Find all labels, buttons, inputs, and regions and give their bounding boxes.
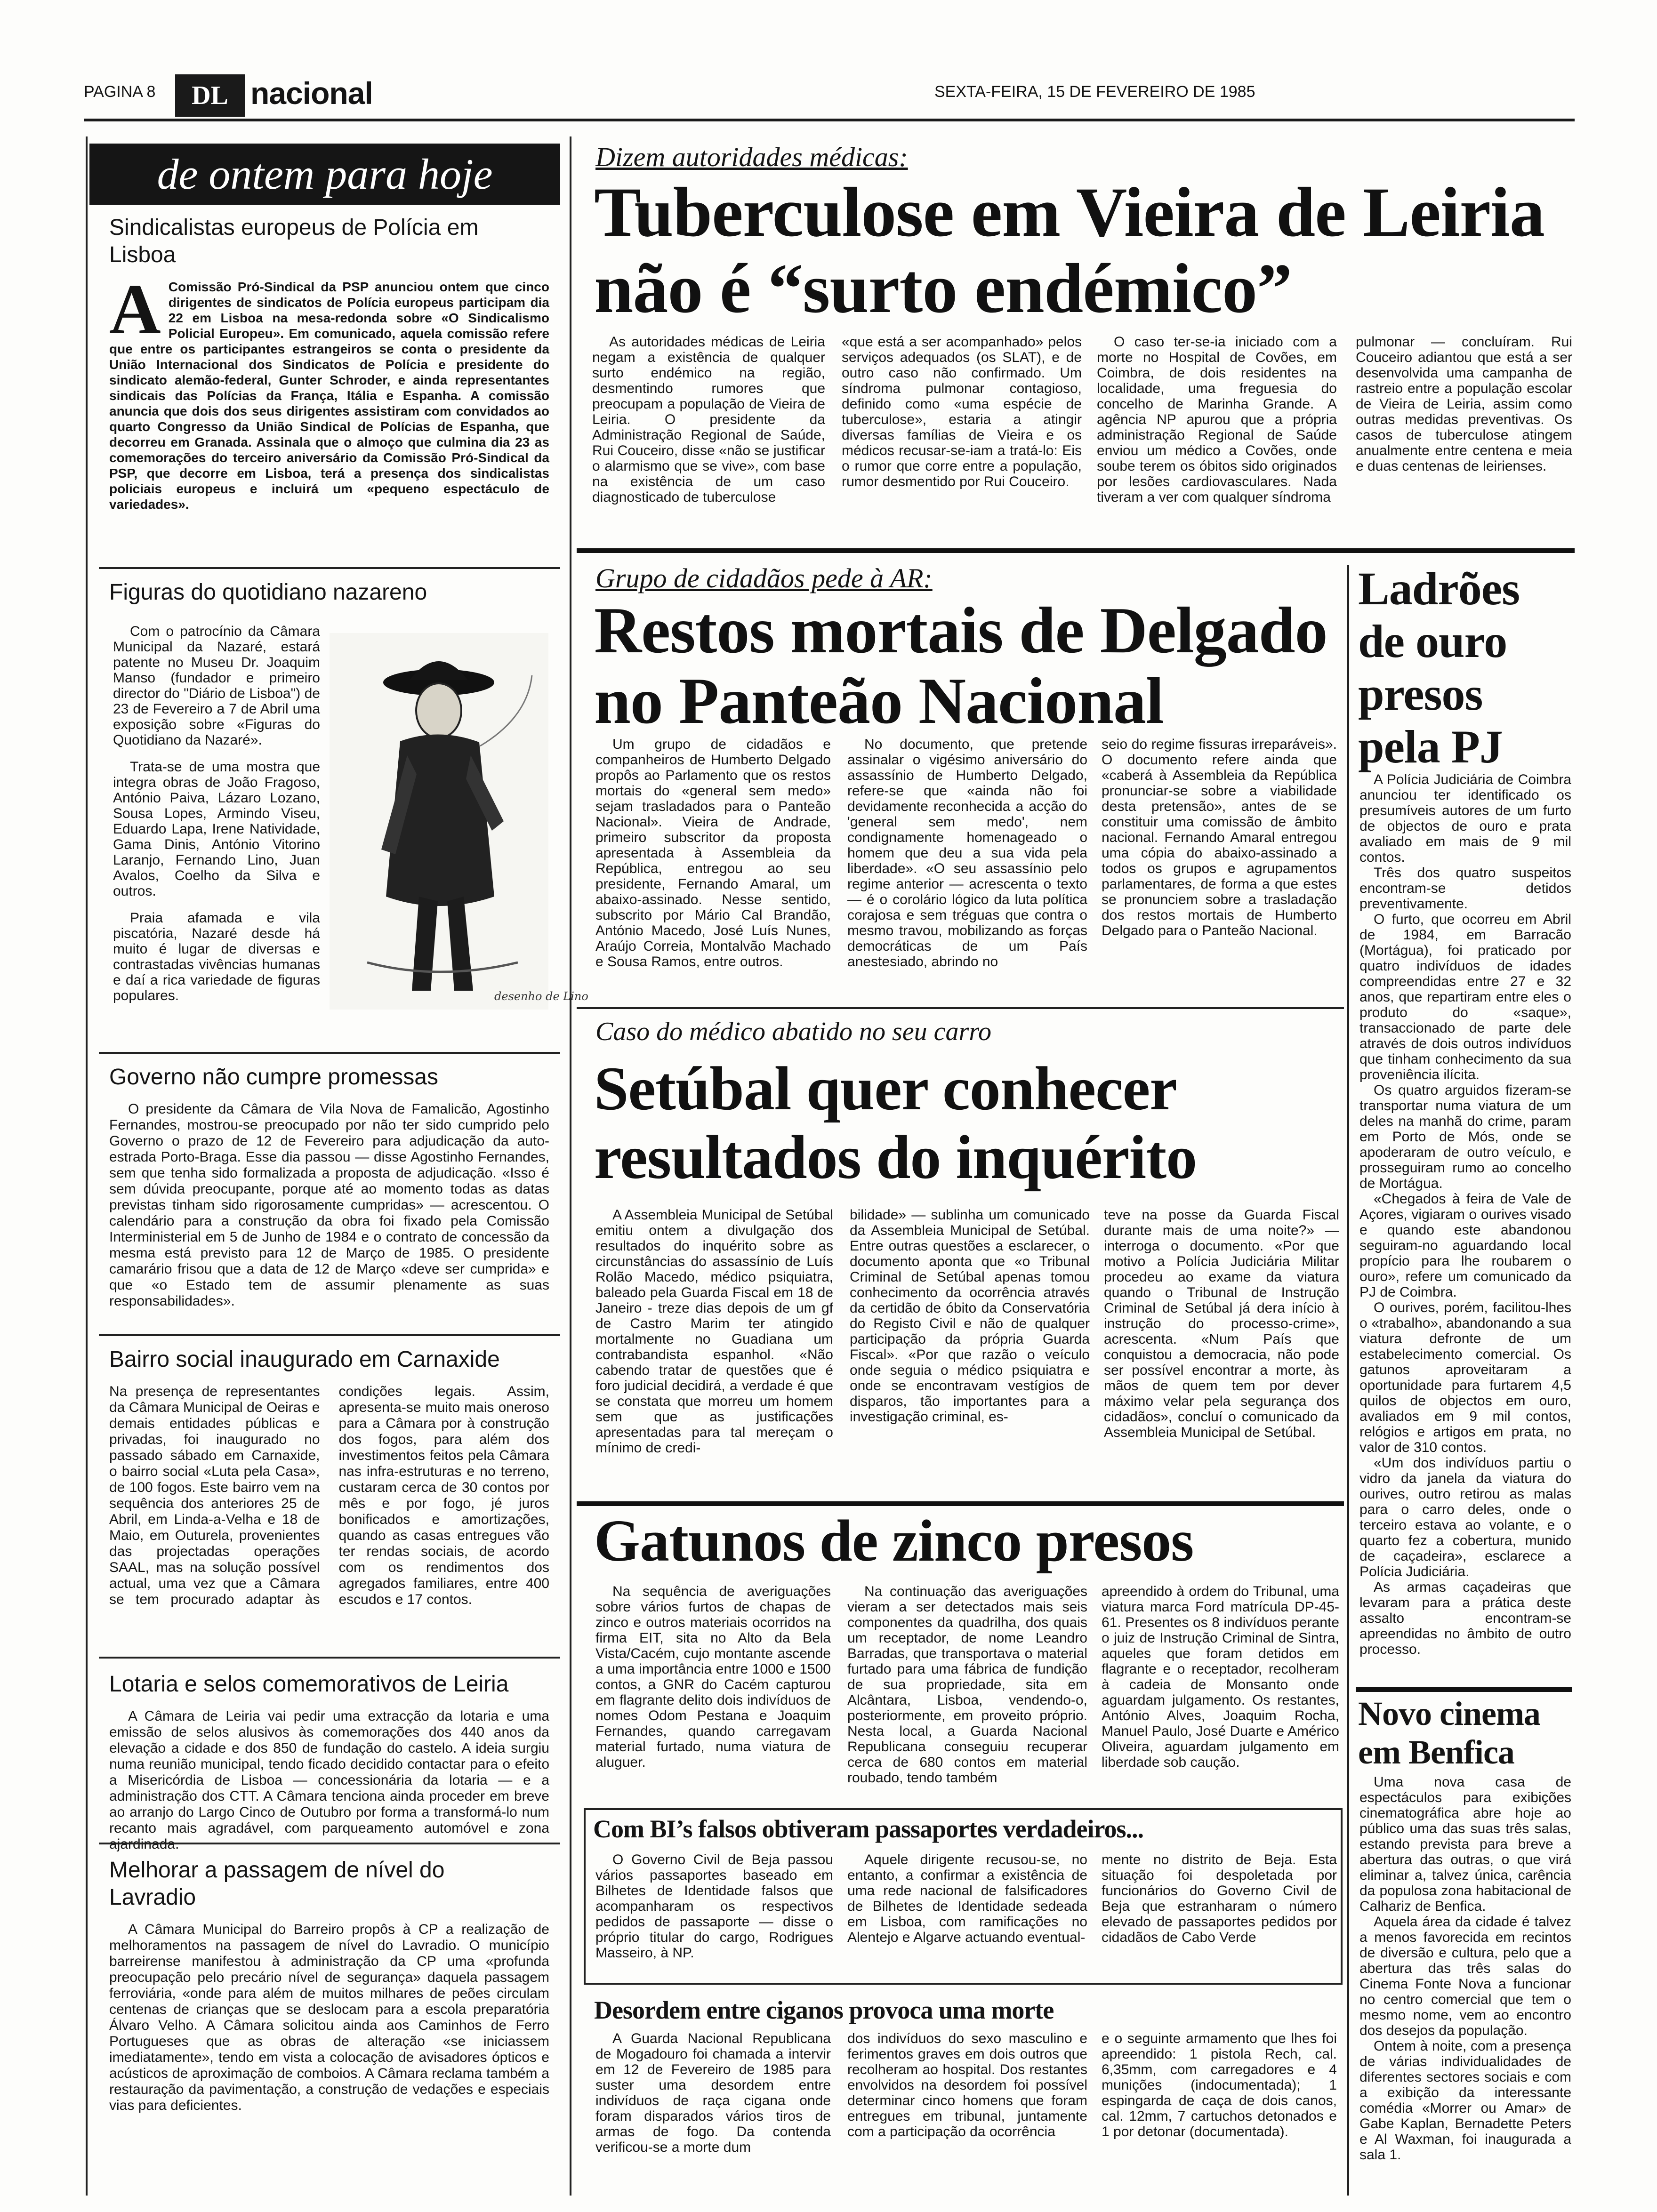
newspaper-logo: DL <box>175 74 245 117</box>
section-rule <box>1356 1687 1572 1692</box>
gatunos-col-2: Na continuação das averiguações vieram a ser detectados mais seis componentes da quadrilha, dos quais um receptador, de nome Leandro Barradas, que transportava o material furtado para uma fábrica de fundição de sua propriedade, sita em Alcântara, Lisboa, vendendo-o, posteriormente, em proveito próprio. Nesta local, a Guarda Nacional Republicana conseguiu recuperar cerca de 680 contos em material roubado, tendo também <box>847 1584 1087 1786</box>
brief-separator <box>99 1334 560 1336</box>
tuberculose-headline: Tuberculose em Vieira de Leiria não é “surto endémico” <box>594 173 1544 328</box>
tuberculose-col-3: O caso ter-se-ia iniciado com a morte no Hospital de Covões, em Coimbra, de dois residentes na localidade, uma freguesia do concelho de Marinha Grande. A agência NP apurou que a própria administração Regional de Saúde enviou um médico a Covões, onde soube terem os óbitos sido originados por lesões cardiovasculares. Nada tiveram a ver com qualquer síndroma <box>1097 334 1337 505</box>
brief-sindicalistas <box>109 214 549 512</box>
brief-title: Governo não cumpre promessas <box>109 1065 438 1090</box>
tuberculose-col-2: «que está a ser acompanhado» pelos serviços adequados (os SLAT), e de outro caso não confirmado. Um síndroma pulmonar contagioso, definido como «uma espécie de tuberculose», estaria a atingir diversas famílias de Vieira e os médicos recusar-se-iam a tratá-lo: Eis o rumor que corre entre a população, rumor desmentido por Rui Couceiro. <box>842 334 1082 489</box>
delgado-col-3: seio do regime fissuras irreparáveis». O documento refere ainda que «caberá à Assembleia da República pronunciar-se sobre a viabilidade desta pretensão», antes de se constituir uma comissão de âmbito nacional. Fernando Amaral entregou uma cópia do abaixo-assinado a todos os grupos e agrupamentos parlamentares, de forma a que estes se pronunciem sobre a trasladação dos restos mortais de Humberto Delgado para o Panteão Nacional. <box>1102 737 1337 938</box>
cinema-headline: Novo cinema em Benfica <box>1358 1695 1540 1771</box>
page-number: PAGINA 8 <box>84 83 156 101</box>
delgado-col-2: No documento, que pretende assinalar o vigésimo aniversário do assassínio de Humberto Delgado, refere-se que «ainda não foi devidamente reconhecida a acção do 'general sem medo', nem condignamente homenageado o homem que deu a sua vida pela liberdade». «O seu assassínio pelo regime anterior — acrescenta o texto — é o corolário lógico da luta política corajosa e sem tréguas que contra o mesmo travou, mobilizando as forças democráticas de um País anestesiado, abrindo no <box>847 737 1087 970</box>
brief-title: Lotaria e selos comemorativos de Leiria <box>109 1672 509 1697</box>
tuberculose-col-4: pulmonar — concluíram. Rui Couceiro adiantou que está a ser desenvolvida uma campanha de rastreio entre a população escolar de Vieira de Leiria, assim como outras medidas preventivas. Os casos de tuberculose atingem anualmente entre centena e meia e duas centenas de leirienses. <box>1356 334 1572 474</box>
fisherman-illustration <box>330 633 588 1010</box>
bi-col-1: O Governo Civil de Beja passou vários passaportes baseado em Bilhetes de Identidade falsos que acompanharam os respectivos pedidos de passaporte — disse o próprio titular do cargo, Rodrigues Masseiro, à NP. <box>595 1852 833 1961</box>
brief-body: A Comissão Pró-Sindical da PSP anunciou ontem que cinco dirigentes de sindicatos de Polícia europeus participam dia 22 em Lisboa na mesa-redonda sobre «O Sindicalismo Policial Europeu». Em comunicado, aquela comissão refere que entre os participantes estrangeiros se conta o presidente da União Internacional dos Sindicatos de Polícia e presidente do sindicato alemão-federal, Gunter Schroder, e ainda representantes sindicais das Polícias da França, Itália e Espanha. A comissão anuncia que dois dos seus dirigentes assistiram com convidados ao quarto Congresso da União Sindical de Polícias de Espanha, que decorreu em Granada. Assinala que o almoço que culmina dia 23 as comemorações do terceiro aniversário da Comissão Pró-Sindical da PSP, que decorre em Lisboa, terá a presença dos sindicalistas policiais europeus e incluirá um «pequeno espectáculo de variedades». <box>109 270 549 512</box>
delgado-headline: Restos mortais de Delgado no Panteão Nacional <box>594 594 1327 737</box>
brief-nazare <box>109 579 549 617</box>
ciganos-headline: Desordem entre ciganos provoca uma morte <box>594 1996 1054 2024</box>
cinema-body: Uma nova casa de espectáculos para exibições cinematográfica abre hoje ao público uma das suas três salas, estando prevista para breve a abertura das outras, o que virá eliminar a, talvez única, carência da populosa zona habitacional de Calhariz de Benfica. Aquela área da cidade é talvez a menos favorecida em recintos de diversão e cultura, pelo que a abertura das três salas do Cinema Fonte Nova a funcionar no centro comercial que tem o mesmo nome, vem ao encontro dos desejos da população. Ontem à noite, com a presença de várias individualidades de diferentes sectores sociais e com a exibição da interessante comédia «Morrer ou Amar» de Gabe Kaplan, Bernadette Peters e Al Waxman, foi inaugurada a sala 1. <box>1359 1774 1571 2163</box>
brief-body: O presidente da Câmara de Vila Nova de Famalicão, Agostinho Fernandes, mostrou-se preocupado por não ter sido cumprido pelo Governo o prazo de 12 de Fevereiro para adjudicação da auto-estrada Porto-Braga. Esse dia passou — disse Agostinho Fernandes, sem que tenha sido formalizada a proposta de adjudicação. «Isso é sem dúvida preocupante, porque até ao momento todas as datas previstas tinham sido rigorosamente cumpridas» — acrescentou. O calendário para a construção da obra foi fixado pela Comissão Interministerial em 5 de Junho de 1984 e o contrato de concessão da mesma está previsto para 12 de Março de 1985. O presidente camarário frisou que a data de 12 de Março «deve ser cumprida» e que «o Estado tem de assumir plenamente as suas responsabilidades». <box>109 1101 549 1309</box>
brief-body: A Câmara Municipal do Barreiro propôs à CP a realização de melhoramentos na passagem de nível do Lavradio. O município barreirense manifestou à administração da CP uma «profunda preocupação pelo precário nível de segurança» daquela passagem ferroviária, «onde para além de muitos milhares de peões circulam centenas de crianças que se deslocam para a escola preparatória Álvaro Velho. A Câmara solicitou ainda aos Caminhos de Ferro Portugueses que as obras de alteração «se iniciassem imediatamente», tendo em vista a colocação de avisadores ópticos e acústicos de aproximação de comboios. A Câmara reclama também a restauração da pavimentação, a construção de vedações e especiais vias para deficientes. <box>109 1922 549 2113</box>
brief-governo <box>109 1064 549 1309</box>
brief-body: Na presença de representantes da Câmara Municipal de Oeiras e demais entidades públicas e privadas, foi inaugurado no passado sábado em Carnaxide, o bairro social «Luta pela Casa», de 100 fogos. Este bairro vem na sequência dos anteriores 25 de Abril, em Linda-a-Velha e 18 de Maio, em Outurela, provenientes das projectadas operações SAAL, mas na solução possível actual, uma vez que a Câmara se tem procurado adaptar às condições legais. Assim, apresenta-se muito mais oneroso para a Câmara por à construção dos fogos, para além dos investimentos feitos pela Câmara nas infra-estruturas e no terreno, custaram cerca de 30 contos por mês e por fogo, jé juros bonificados e amortizações, quando as casas entregues vão ter rendas sociais, de acordo com os rendimentos dos agregados familiares, entre 400 escudos e 17 contos. <box>109 1384 549 1607</box>
bi-col-3: mente no distrito de Beja. Esta situação foi despoletada por funcionários do Governo Civil de Beja que estranharam o número elevado de passaportes pedidos por cidadãos de Cabo Verde <box>1102 1852 1337 1945</box>
bi-headline: Com BI’s falsos obtiveram passaportes verdadeiros... <box>593 1815 1143 1843</box>
header-rule <box>84 119 1575 121</box>
brief-bairro <box>109 1346 549 1608</box>
section-title: nacional <box>250 76 373 111</box>
left-column-border <box>86 136 88 2196</box>
setubal-kicker: Caso do médico abatido no seu carro <box>595 1017 991 1046</box>
brief-separator <box>99 1657 560 1659</box>
section-rule <box>577 548 1575 553</box>
column-banner: de ontem para hoje <box>89 144 560 205</box>
gatunos-col-3: apreendido à ordem do Tribunal, uma viatura marca Ford matrícula DP-45-61. Presentes os 8 indivíduos perante o juiz de Instrução Criminal de Sintra, aqueles que foram detidos em flagrante e o receptador, recolheram à cadeia de Monsanto onde aguardam julgamento. Os restantes, António Alves, Joaquim Rocha, Manuel Paulo, José Duarte e Américo Oliveira, aguardam julgamento em liberdade sob caução. <box>1102 1584 1339 1770</box>
brief-separator <box>99 567 560 569</box>
brief-body: A Câmara de Leiria vai pedir uma extracção da lotaria e uma emissão de selos alusivos às comemorações dos 440 anos da elevação a cidade e dos 850 de fundação do castelo. A ideia surgiu numa reunião municipal, tendo ficado decidido contactar para o efeito a Misericórdia de Lisboa — concessionária da lotaria — e a administração dos CTT. A Câmara tenciona ainda proceder em breve ao arranjo do Largo Cinco de Outubro por forma a transformá-lo num recanto mais agradável, com parqueamento automóvel e zona <box>109 1708 549 1836</box>
setubal-col-3: teve na posse da Guarda Fiscal durante mais de uma noite?» — interroga o documento. «Por que motivo a Polícia Judiciária Militar procedeu ao exame da viatura quando o Tribunal de Instrução Criminal de Setúbal já dera início à instrução do processo-crime», acrescenta. «Num País que conquistou a democracia, não pode ser possível encontrar a morte, às mãos de quem tem por dever máximo velar pela segurança dos cidadãos», concluí o comunicado da Assembleia Municipal de Setúbal. <box>1104 1207 1339 1440</box>
delgado-kicker: Grupo de cidadãos pede à AR: <box>595 563 933 593</box>
ciganos-col-1: A Guarda Nacional Republicana de Mogadouro foi chamada a intervir em 12 de Fevereiro de 1985 para suster uma desordem entre indivíduos de raça cigana onde foram disparados vários tiros de armas de fogo. Da contenda verificou-se a morte dum <box>595 2031 831 2155</box>
brief-title: Figuras do quotidiano nazareno <box>109 580 427 605</box>
issue-date: SEXTA-FEIRA, 15 DE FEVEREIRO DE 1985 <box>934 83 1255 101</box>
column-divider <box>1347 565 1349 2196</box>
section-rule <box>577 1501 1344 1506</box>
brief-lotaria <box>109 1671 549 1852</box>
gatunos-headline: Gatunos de zinco presos <box>594 1508 1194 1574</box>
column-divider <box>570 136 571 2196</box>
sketch-signature: desenho de Lino <box>494 990 588 1003</box>
brief-title: Melhorar a passagem de nível do Lavradio <box>109 1858 445 1910</box>
brief-title: Sindicalistas europeus de Polícia em Lisboa <box>109 215 479 267</box>
setubal-col-1: A Assembleia Municipal de Setúbal emitiu ontem a divulgação dos resultados do inquérito sobre as circunstâncias do assassínio de Luís Rolão Macedo, médico psiquiatra, baleado pela Guarda Fiscal em 18 de Janeiro - treze dias depois de um gf de Castro Marim ter atingido mortalmente no Guadiana um contrabandista espanhol. «Não cabendo tratar de questões que é foro judicial decidirá, a verdade é que se constata que morreu um homem sem que as justificações apresentadas para tal mereçam o mínimo de credi- <box>595 1207 833 1456</box>
tuberculose-kicker: Dizem autoridades médicas: <box>595 142 908 172</box>
ladroes-headline: Ladrões de ouro presos pela PJ <box>1358 562 1520 773</box>
brief-lavradio <box>109 1857 549 2114</box>
bi-col-2: Aquele dirigente recusou-se, no entanto, a confirmar a existência de uma rede nacional de falsificadores de Bilhetes de Identidade sedeada em Lisboa, com ramificações no Alentejo e Algarve actuando eventual- <box>847 1852 1087 1945</box>
ladroes-body: A Polícia Judiciária de Coimbra anunciou ter identificado os presumíveis autores de um furto de objectos de ouro e prata avaliado em mais de 9 mil contos. Três dos quatro suspeitos encontram-se detidos preventivamente. O furto, que ocorreu em Abril de 1984, em Barracão (Mortágua), foi praticado por quatro indivíduos de idades compreendidas entre 27 e 32 anos, que repartiram entre eles o produto do «saque», transaccionado de parte dele através de dois outros indivíduos que tinham conhecimento da sua proveniência ilícita. Os quatro arguidos fizeram-se transportar numa viatura de um deles na manhã do crime, param em Porto de Mós, onde se apoderaram de outro veículo, e prosseguiram rumo ao concelho de Mortágua. «Chegados à feira de Vale de Açores, vigiaram o ourives visado e quando este abandonou seguiram-no aguardando local propício para lhe roubarem o ouro», refere um comunicado da PJ de Coimbra. O ourives, porém, facilitou-lhes o «trabalho», abandonando a sua viatura defronte de um estabelecimento comercial. Os gatunos aproveitaram a oportunidade para furtarem 4,5 quilos de objectos em ouro, avaliados em 9 mil contos, relógios e artigos em prata, no valor de 310 contos. «Um dos indivíduos partiu o vidro da janela da viatura do ourives, outro retirou as malas para o carro deles, onde o terceiro estava ao volante, e o quarto fez a cobertura, munido de caçadeira», esclarece a Polícia Judiciária. As armas caçadeiras que levaram para a prática deste assalto encontram-se apreendidas no âmbito de outro processo. <box>1359 772 1571 1657</box>
tuberculose-col-1: As autoridades médicas de Leiria negam a existência de qualquer surto endémico na região, desmentindo rumores que preocupam a população de Vieira de Leiria. O presidente da Administração Regional de Saúde, Rui Couceiro, disse «não se justificar o alarmismo que se vive», com base na existência de um caso diagnosticado de tuberculose <box>592 334 825 505</box>
setubal-col-2: bilidade» — sublinha um comunicado da Assembleia Municipal de Setúbal. Entre outras questões a esclarecer, o documento aponta que «o Tribunal Criminal de Setúbal apenas tomou conhecimento da ocorrência através da certidão de óbito da Conservatória do Registo Civil e não de qualquer participação da própria Guarda Fiscal». «Por que razão o veículo onde seguia o médico psiquiatra e onde se encontravam vestígios de disparos, tão importantes para a investigação criminal, es- <box>850 1207 1090 1425</box>
brief-separator <box>99 1843 560 1844</box>
brief-separator <box>99 1052 560 1054</box>
setubal-headline: Setúbal quer conhecer resultados do inquérito <box>594 1054 1197 1192</box>
brief-title: Bairro social inaugurado em Carnaxide <box>109 1347 500 1372</box>
drop-cap: A <box>109 270 161 349</box>
brief-body: Com o patrocínio da Câmara Municipal da Nazaré, estará patente no Museu Dr. Joaquim Manso (fundador e primeiro director do "Diário de Lisboa") de 23 de Fevereiro a 7 de Abril uma exposição sobre «Figuras do Quotidiano da Nazaré». Trata-se de uma mostra que integra obras de João Fragoso, António Paiva, Lázaro Lozano, Sousa Lopes, Armindo Viseu, Eduardo Lapa, Irene Natividade, Gama Dinis, António Vitorino Laranjo, Fernando Lino, Juan Avalos, Coelho da Silva e outros. Praia afamada e vila piscatória, Nazaré desde há muito é lugar de diversas e contrastadas vivências humanas e daí a rica variedade de figuras populares. <box>113 624 320 1003</box>
section-rule <box>577 1007 1344 1009</box>
gatunos-col-1: Na sequência de averiguações sobre vários furtos de chapas de zinco e outros materiais ocorridos na firma EIT, sita no Alto da Bela Vista/Cacém, cujo montante ascende a uma importância entre 1000 e 1500 contos, a GNR do Cacém capturou em flagrante delito dois indivíduos de nomes Odom Pestana e Joaquim Fernandes, quando carregavam material furtado, numa viatura de aluguer. <box>595 1584 831 1770</box>
ciganos-col-3: e o seguinte armamento que lhes foi apreendido: 1 pistola Rech, cal. 6,35mm, com carregadores e 4 munições (indocumentada); 1 espingarda de caça de dois canos, cal. 12mm, 7 cartuchos detonados e 1 por detonar (documentada). <box>1102 2031 1337 2140</box>
ciganos-col-2: dos indivíduos do sexo masculino e ferimentos graves em dois outros que recolheram ao hospital. Dos restantes envolvidos na desordem foi possível determinar cinco homens que foram entregues em tribunal, juntamente com a participação da ocorrência <box>847 2031 1087 2140</box>
delgado-col-1: Um grupo de cidadãos e companheiros de Humberto Delgado propôs ao Parlamento que os restos mortais do «general sem medo» sejam trasladados para o Panteão Nacional». Vieira de Andrade, primeiro subscritor da proposta apresentada à Assembleia da República, entregou ao seu presidente, Fernando Amaral, um abaixo-assinado. Nesse sentido, subscrito por Mário Cal Brandão, António Macedo, José Luís Nunes, Araújo Correia, Montalvão Machado e Sousa Ramos, entre outros. <box>595 737 831 970</box>
